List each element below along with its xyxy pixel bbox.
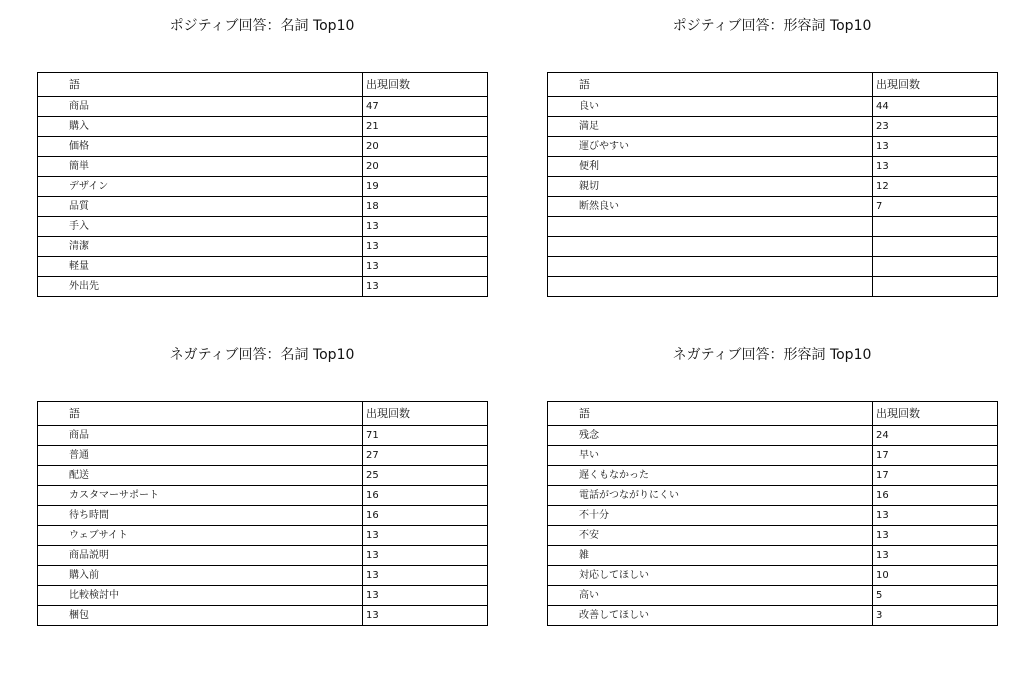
cell-count: 71 (363, 426, 488, 446)
cell-count: 18 (363, 197, 488, 217)
table-row (38, 486, 488, 506)
table-row (548, 157, 998, 177)
table-row (38, 97, 488, 117)
cell-count: 19 (363, 177, 488, 197)
table-row (548, 137, 998, 157)
table-row (38, 506, 488, 526)
table-row (548, 117, 998, 137)
cell-word: デザイン (38, 177, 363, 197)
panel-positive-nouns (37, 16, 487, 292)
cell-word: 残念 (548, 426, 873, 446)
column-header-count: 出現回数 (363, 402, 488, 426)
cell-word: 普通 (38, 446, 363, 466)
cell-count: 25 (363, 466, 488, 486)
cell-count: 27 (363, 446, 488, 466)
cell-count: 16 (363, 506, 488, 526)
table-row (38, 566, 488, 586)
table-row (548, 197, 998, 217)
cell-count: 13 (363, 606, 488, 626)
table-row (38, 257, 488, 277)
column-header-word: 語 (548, 73, 873, 97)
cell-count: 13 (873, 157, 998, 177)
panel-positive-adjectives (547, 16, 997, 212)
table-row (548, 606, 998, 626)
cell-word: 電話がつながりにくい (548, 486, 873, 506)
table-row (548, 486, 998, 506)
table-row (548, 526, 998, 546)
table-row (38, 117, 488, 137)
cell-word: 不安 (548, 526, 873, 546)
cell-word (548, 277, 873, 297)
cell-word: 購入前 (38, 566, 363, 586)
table-row (38, 466, 488, 486)
cell-word: 商品 (38, 426, 363, 446)
frequency-table (37, 72, 488, 297)
table-header-row (38, 73, 488, 97)
cell-word: 商品 (38, 97, 363, 117)
cell-word: 対応してほしい (548, 566, 873, 586)
table-row (548, 566, 998, 586)
panel-title: ネガティブ回答：名詞 Top10 (169, 347, 355, 363)
cell-word: 簡単 (38, 157, 363, 177)
cell-count: 20 (363, 137, 488, 157)
table-row (38, 157, 488, 177)
cell-word: 待ち時間 (38, 506, 363, 526)
cell-count: 20 (363, 157, 488, 177)
cell-count: 3 (873, 606, 998, 626)
column-header-word: 語 (38, 402, 363, 426)
cell-word: 軽量 (38, 257, 363, 277)
table-row (38, 197, 488, 217)
table-header-row (548, 73, 998, 97)
panel-title: ポジティブ回答：名詞 Top10 (169, 18, 355, 34)
table-row (548, 466, 998, 486)
cell-word: 外出先 (38, 277, 363, 297)
cell-count: 16 (363, 486, 488, 506)
cell-word: 比較検討中 (38, 586, 363, 606)
cell-count: 10 (873, 566, 998, 586)
table-row (548, 237, 998, 257)
cell-count: 13 (363, 277, 488, 297)
cell-count (873, 217, 998, 237)
cell-count (873, 237, 998, 257)
cell-count: 47 (363, 97, 488, 117)
cell-count: 5 (873, 586, 998, 606)
cell-word: カスタマーサポート (38, 486, 363, 506)
cell-word: 遅くもなかった (548, 466, 873, 486)
table-row (548, 586, 998, 606)
cell-count: 13 (363, 257, 488, 277)
column-header-word: 語 (548, 402, 873, 426)
table-row (38, 586, 488, 606)
cell-count: 13 (873, 137, 998, 157)
table-row (548, 277, 998, 297)
cell-count: 13 (363, 546, 488, 566)
panel-negative-adjectives (547, 345, 997, 621)
cell-word: 親切 (548, 177, 873, 197)
cell-word: 購入 (38, 117, 363, 137)
table-row (548, 546, 998, 566)
table-row (548, 177, 998, 197)
table-header-row (548, 402, 998, 426)
cell-count: 17 (873, 466, 998, 486)
cell-count: 12 (873, 177, 998, 197)
cell-count (873, 277, 998, 297)
cell-count: 17 (873, 446, 998, 466)
table-row (38, 606, 488, 626)
cell-word (548, 237, 873, 257)
cell-count (873, 257, 998, 277)
cell-count: 13 (873, 526, 998, 546)
cell-word: 商品説明 (38, 546, 363, 566)
cell-word: 雑 (548, 546, 873, 566)
table-row (548, 506, 998, 526)
cell-word: 配送 (38, 466, 363, 486)
cell-word: 価格 (38, 137, 363, 157)
cell-word (548, 217, 873, 237)
table-row (38, 177, 488, 197)
cell-word: 断然良い (548, 197, 873, 217)
cell-count: 13 (363, 217, 488, 237)
table-row (38, 277, 488, 297)
cell-word (548, 257, 873, 277)
column-header-word: 語 (38, 73, 363, 97)
cell-count: 13 (363, 566, 488, 586)
table-row (38, 237, 488, 257)
table-row (548, 446, 998, 466)
cell-word: 高い (548, 586, 873, 606)
table-row (548, 217, 998, 237)
cell-count: 16 (873, 486, 998, 506)
cell-word: 梱包 (38, 606, 363, 626)
panel-negative-nouns (37, 345, 487, 621)
cell-count: 7 (873, 197, 998, 217)
frequency-table (547, 72, 998, 297)
table-row (38, 217, 488, 237)
cell-count: 21 (363, 117, 488, 137)
table-row (548, 257, 998, 277)
cell-count: 13 (363, 526, 488, 546)
cell-word: 改善してほしい (548, 606, 873, 626)
cell-count: 44 (873, 97, 998, 117)
cell-word: 不十分 (548, 506, 873, 526)
table-row (38, 446, 488, 466)
cell-count: 24 (873, 426, 998, 446)
cell-count: 23 (873, 117, 998, 137)
cell-word: 品質 (38, 197, 363, 217)
table-header-row (38, 402, 488, 426)
cell-word: 早い (548, 446, 873, 466)
cell-word: 手入 (38, 217, 363, 237)
column-header-count: 出現回数 (873, 73, 998, 97)
panel-title: ネガティブ回答：形容詞 Top10 (672, 347, 872, 363)
cell-count: 13 (873, 546, 998, 566)
cell-word: 運びやすい (548, 137, 873, 157)
table-row (38, 426, 488, 446)
frequency-table (37, 401, 488, 626)
cell-word: 便利 (548, 157, 873, 177)
cell-count: 13 (873, 506, 998, 526)
cell-word: 清潔 (38, 237, 363, 257)
frequency-table (547, 401, 998, 626)
cell-word: 良い (548, 97, 873, 117)
table-row (38, 137, 488, 157)
panel-title: ポジティブ回答：形容詞 Top10 (672, 18, 872, 34)
column-header-count: 出現回数 (363, 73, 488, 97)
table-row (38, 546, 488, 566)
cell-count: 13 (363, 237, 488, 257)
column-header-count: 出現回数 (873, 402, 998, 426)
cell-word: ウェブサイト (38, 526, 363, 546)
table-row (38, 526, 488, 546)
table-row (548, 97, 998, 117)
cell-word: 満足 (548, 117, 873, 137)
cell-count: 13 (363, 586, 488, 606)
table-row (548, 426, 998, 446)
